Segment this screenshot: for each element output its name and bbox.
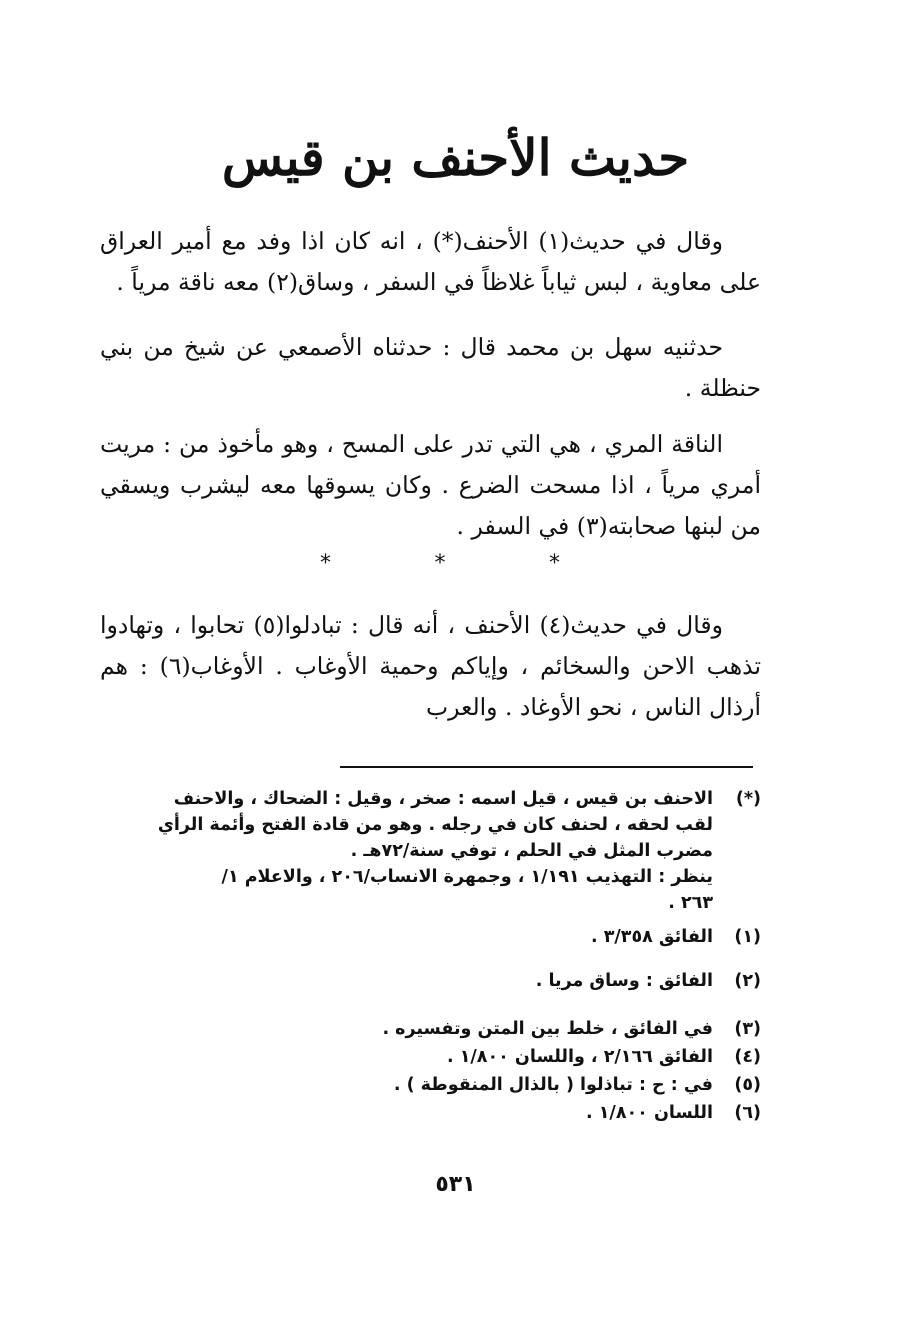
footnote-1 bbox=[100, 924, 761, 950]
footnote-marker: (٥) bbox=[734, 1075, 761, 1095]
footnote-marker: (٢) bbox=[734, 971, 761, 991]
footnote-text bbox=[100, 786, 713, 916]
page-number: ٥٣١ bbox=[435, 1172, 476, 1197]
separator-star-icon: * bbox=[320, 551, 331, 576]
separator-star-icon: * bbox=[434, 551, 446, 576]
footnote-divider bbox=[340, 766, 753, 768]
footnote-text: الفائق : وساق مريا . bbox=[535, 971, 713, 991]
footnote-line: الاحنف بن قيس ، قيل اسمه : صخر ، وقيل : الضحاك ، والاحنف bbox=[173, 789, 713, 809]
body-paragraph-3 bbox=[100, 424, 761, 547]
footnote-4 bbox=[100, 1044, 761, 1070]
body-paragraph-2 bbox=[100, 327, 761, 409]
footnote-text: الفائق ٢/١٦٦ ، واللسان ١/٨٠٠ . bbox=[446, 1047, 713, 1067]
paragraph-text: الناقة المري ، هي التي تدر على المسح ، وهو مأخوذ من : مريت أمري مرياً ، اذا مسحت الضرع . وكان يسوقها معه ليشرب ويسقي من لبنها صحابته(٣) في السفر . bbox=[100, 430, 761, 540]
footnote-marker: (٣) bbox=[734, 1019, 761, 1039]
footnote-marker: (*) bbox=[735, 789, 761, 809]
paragraph-text: وقال في حديث(٤) الأحنف ، أنه قال : تبادلوا(٥) تحابوا ، وتهادوا تذهب الاحن والسخائم ، وإياكم وحمية الأوغاب . الأوغاب(٦) : هم أرذال الناس ، نحو الأوغاد . والعرب bbox=[100, 611, 762, 721]
footnote-marker: (١) bbox=[734, 927, 761, 947]
footnote-6 bbox=[100, 1100, 761, 1126]
paragraph-text: وقال في حديث(١) الأحنف(*) ، انه كان اذا وفد مع أمير العراق على معاوية ، لبس ثياباً غلاظاً في السفر ، وساق(٢) معه ناقة مرياً . bbox=[100, 227, 761, 296]
body-paragraph-1 bbox=[100, 221, 761, 303]
footnote-star bbox=[100, 786, 761, 916]
footnote-text: في : ح : تباذلوا ( بالذال المنقوطة ) . bbox=[393, 1075, 713, 1095]
footnote-text: اللسان ١/٨٠٠ . bbox=[586, 1103, 713, 1123]
separator-star-icon: * bbox=[549, 551, 560, 576]
footnote-marker: (٤) bbox=[734, 1047, 761, 1067]
body-paragraph-4 bbox=[100, 605, 761, 728]
footnote-3 bbox=[100, 1016, 761, 1042]
footnote-line: مضرب المثل في الحلم ، توفي سنة/٧٢هـ . bbox=[350, 841, 713, 861]
footnote-text: في الفائق ، خلط بين المتن وتفسيره . bbox=[382, 1019, 713, 1039]
footnote-5 bbox=[100, 1072, 761, 1098]
footnote-line: لقب لحقه ، لحنف كان في رجله . وهو من قادة الفتح وأئمة الرأي bbox=[157, 815, 713, 835]
footnote-line: ٢٦٣ . bbox=[668, 893, 713, 913]
paragraph-text: حدثنيه سهل بن محمد قال : حدثناه الأصمعي عن شيخ من بني حنظلة . bbox=[100, 333, 761, 402]
footnotes bbox=[100, 786, 761, 1126]
section-separator bbox=[320, 552, 560, 576]
footnote-text: الفائق ٣/٣٥٨ . bbox=[590, 927, 713, 947]
footnote-2 bbox=[100, 968, 761, 994]
chapter-title: حديث الأحنف بن قيس bbox=[221, 128, 690, 187]
footnote-marker: (٦) bbox=[734, 1103, 761, 1123]
footnote-line: ينظر : التهذيب ١/١٩١ ، وجمهرة الانساب/٢٠٦ ، والاعلام ١/ bbox=[221, 867, 713, 887]
